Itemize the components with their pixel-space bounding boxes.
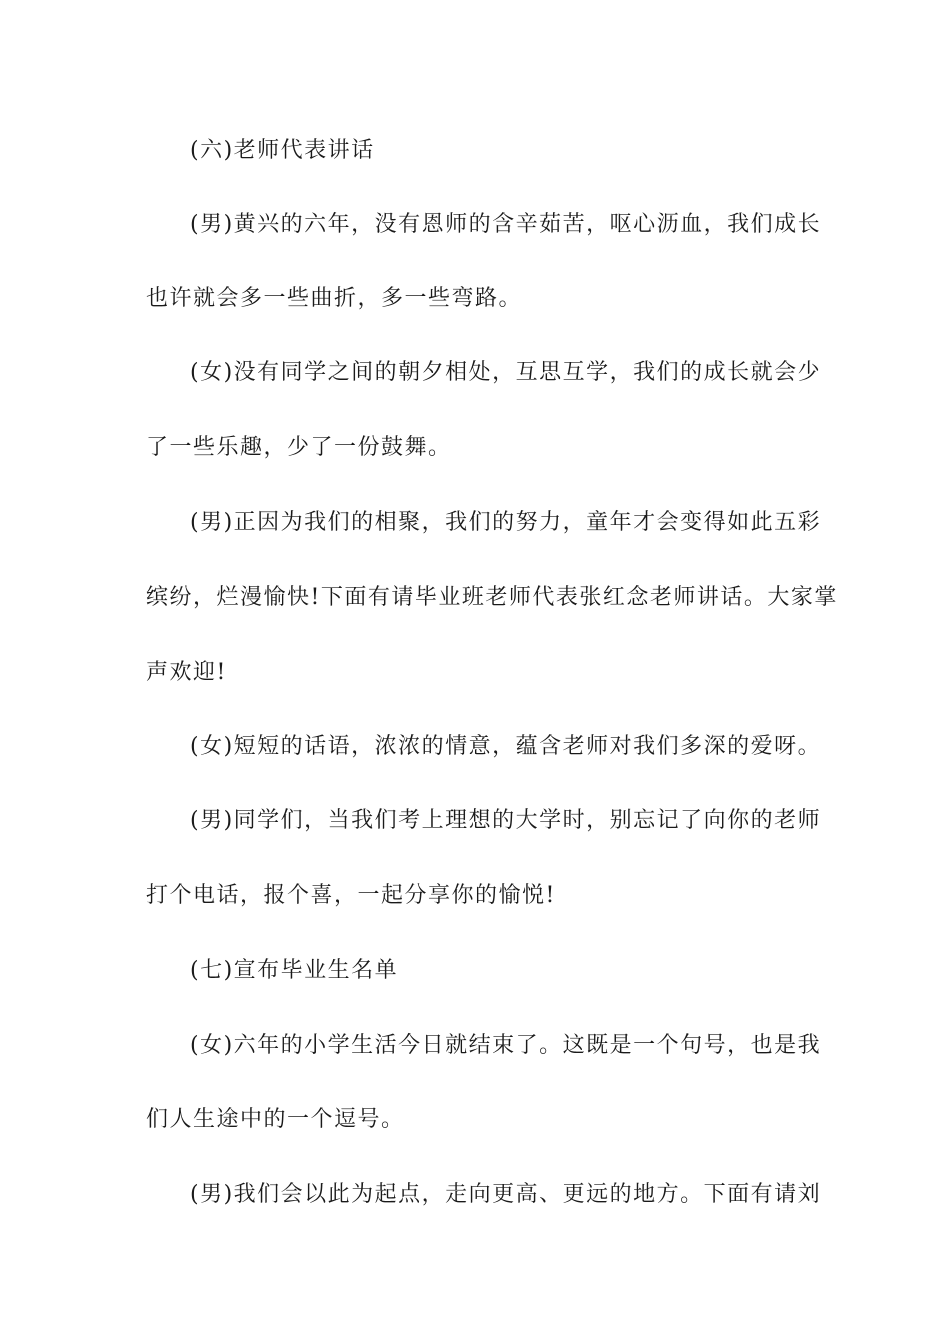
- paragraph-line: 们人生途中的一个逗号。: [146, 1107, 405, 1132]
- paragraph-line: 声欢迎!: [146, 660, 227, 685]
- paragraph-line: (女)六年的小学生活今日就结束了。这既是一个句号，也是我: [190, 1033, 822, 1058]
- paragraph-line: (男)我们会以此为起点，走向更高、更远的地方。下面有请刘: [190, 1182, 822, 1207]
- paragraph-line: (男)同学们，当我们考上理想的大学时，别忘记了向你的老师: [190, 808, 822, 833]
- paragraph-line: (男)正因为我们的相聚，我们的努力，童年才会变得如此五彩: [190, 510, 822, 535]
- paragraph-line: 缤纷，烂漫愉快!下面有请毕业班老师代表张红念老师讲话。大家掌: [146, 585, 838, 610]
- section-heading: (七)宣布毕业生名单: [190, 958, 399, 983]
- paragraph-line: (女)没有同学之间的朝夕相处，互思互学，我们的成长就会少: [190, 360, 822, 385]
- paragraph-line: 打个电话，报个喜，一起分享你的愉悦!: [146, 883, 556, 908]
- paragraph-line: (男)黄兴的六年，没有恩师的含辛茹苦，呕心沥血，我们成长: [190, 212, 822, 237]
- paragraph-line: 也许就会多一些曲折，多一些弯路。: [146, 286, 523, 311]
- paragraph-line: 了一些乐趣，少了一份鼓舞。: [146, 435, 452, 460]
- paragraph-line: (女)短短的话语，浓浓的情意，蕴含老师对我们多深的爱呀。: [190, 734, 822, 759]
- section-heading: (六)老师代表讲话: [190, 138, 375, 163]
